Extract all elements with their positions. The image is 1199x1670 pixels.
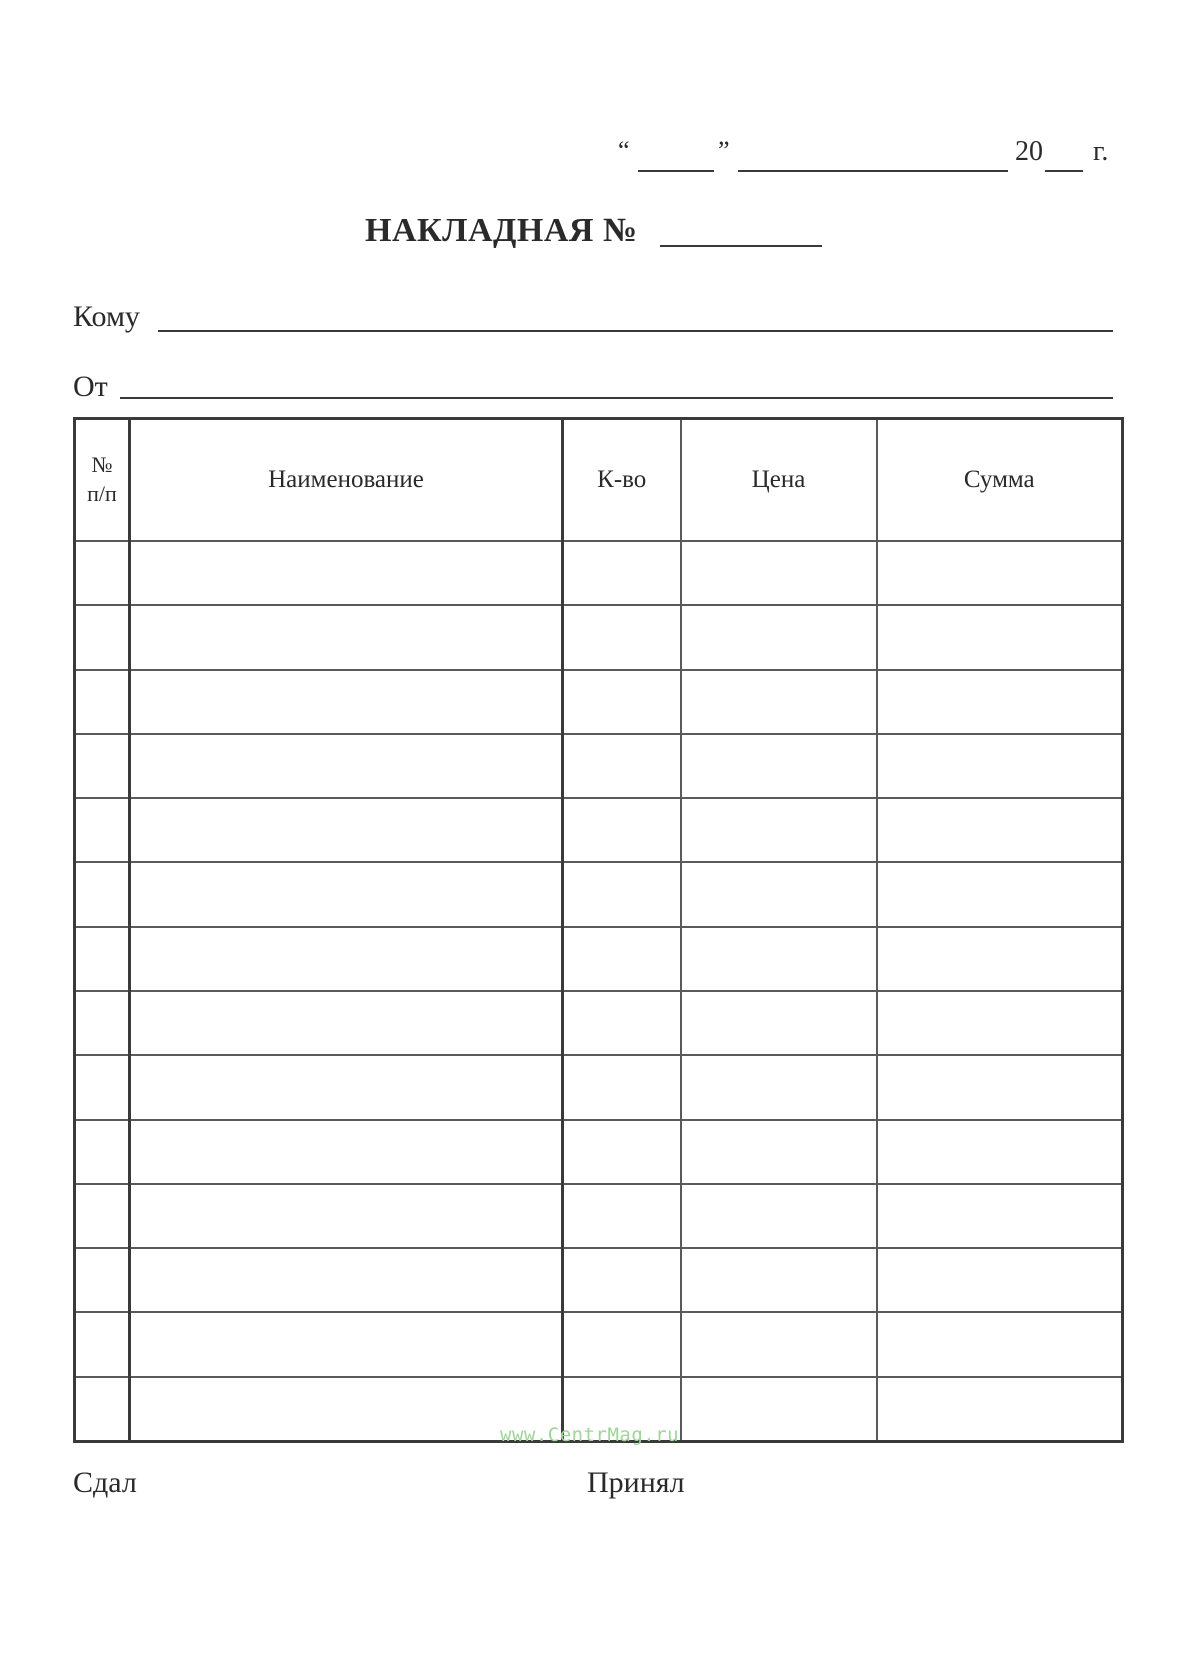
cell-name[interactable] (130, 1055, 563, 1119)
document-title: НАКЛАДНАЯ № (365, 212, 638, 249)
cell-sum[interactable] (877, 734, 1123, 798)
cell-number[interactable] (75, 1184, 130, 1248)
received-label: Принял (587, 1466, 685, 1499)
cell-price[interactable] (681, 927, 877, 991)
cell-number[interactable] (75, 1312, 130, 1376)
header-price: Цена (681, 419, 877, 542)
cell-number[interactable] (75, 991, 130, 1055)
cell-quantity[interactable] (563, 734, 681, 798)
cell-quantity[interactable] (563, 862, 681, 926)
to-label: Кому (73, 300, 140, 333)
header-number-symbol: № (91, 452, 113, 478)
cell-number[interactable] (75, 1248, 130, 1312)
cell-name[interactable] (130, 991, 563, 1055)
date-year-blank[interactable] (1045, 170, 1083, 172)
cell-quantity[interactable] (563, 1055, 681, 1119)
cell-number[interactable] (75, 1377, 130, 1442)
cell-name[interactable] (130, 1248, 563, 1312)
cell-name[interactable] (130, 605, 563, 669)
cell-name[interactable] (130, 1184, 563, 1248)
cell-price[interactable] (681, 1312, 877, 1376)
header-number (75, 419, 130, 542)
date-day-blank[interactable] (638, 170, 714, 172)
table-row (75, 605, 1123, 669)
cell-name[interactable] (130, 1377, 563, 1442)
cell-price[interactable] (681, 541, 877, 605)
header-sum: Сумма (877, 419, 1123, 542)
invoice-table (73, 417, 1124, 1443)
date-close-quote: ” (718, 136, 730, 165)
cell-name[interactable] (130, 734, 563, 798)
from-label: От (73, 370, 108, 403)
cell-sum[interactable] (877, 927, 1123, 991)
table-row (75, 1120, 1123, 1184)
table-row (75, 862, 1123, 926)
table-row (75, 1312, 1123, 1376)
cell-name[interactable] (130, 798, 563, 862)
cell-price[interactable] (681, 991, 877, 1055)
cell-number[interactable] (75, 605, 130, 669)
cell-price[interactable] (681, 798, 877, 862)
cell-number[interactable] (75, 798, 130, 862)
cell-quantity[interactable] (563, 798, 681, 862)
cell-sum[interactable] (877, 1248, 1123, 1312)
cell-number[interactable] (75, 670, 130, 734)
cell-quantity[interactable] (563, 670, 681, 734)
cell-name[interactable] (130, 927, 563, 991)
cell-quantity[interactable] (563, 605, 681, 669)
cell-number[interactable] (75, 1055, 130, 1119)
cell-number[interactable] (75, 1120, 130, 1184)
cell-number[interactable] (75, 541, 130, 605)
table-row (75, 927, 1123, 991)
cell-sum[interactable] (877, 1184, 1123, 1248)
cell-sum[interactable] (877, 670, 1123, 734)
table-row (75, 670, 1123, 734)
cell-quantity[interactable] (563, 1248, 681, 1312)
invoice-number-blank[interactable] (660, 245, 822, 247)
table-header-row (75, 419, 1123, 542)
cell-sum[interactable] (877, 1312, 1123, 1376)
header-quantity: К-во (563, 419, 681, 542)
from-field-line[interactable] (120, 397, 1113, 399)
cell-sum[interactable] (877, 862, 1123, 926)
cell-sum[interactable] (877, 991, 1123, 1055)
cell-name[interactable] (130, 1120, 563, 1184)
table-row (75, 1248, 1123, 1312)
table-row (75, 1055, 1123, 1119)
cell-number[interactable] (75, 927, 130, 991)
to-field-line[interactable] (158, 330, 1113, 332)
handed-over-label: Сдал (73, 1466, 137, 1499)
cell-sum[interactable] (877, 541, 1123, 605)
cell-price[interactable] (681, 1055, 877, 1119)
table-row (75, 991, 1123, 1055)
table-row (75, 798, 1123, 862)
cell-sum[interactable] (877, 1055, 1123, 1119)
cell-price[interactable] (681, 734, 877, 798)
header-name: Наименование (130, 419, 563, 542)
cell-number[interactable] (75, 734, 130, 798)
cell-quantity[interactable] (563, 1120, 681, 1184)
cell-sum[interactable] (877, 1120, 1123, 1184)
cell-price[interactable] (681, 605, 877, 669)
cell-sum[interactable] (877, 798, 1123, 862)
header-number-abbr: п/п (87, 481, 117, 506)
cell-name[interactable] (130, 1312, 563, 1376)
cell-quantity[interactable] (563, 927, 681, 991)
watermark: www.CentrMag.ru (500, 1424, 680, 1446)
cell-quantity[interactable] (563, 1312, 681, 1376)
cell-price[interactable] (681, 1248, 877, 1312)
cell-price[interactable] (681, 1184, 877, 1248)
date-year-prefix: 20 (1015, 136, 1043, 167)
date-year-suffix: г. (1093, 136, 1109, 167)
cell-price[interactable] (681, 670, 877, 734)
cell-price[interactable] (681, 862, 877, 926)
cell-name[interactable] (130, 862, 563, 926)
date-month-blank[interactable] (738, 170, 1008, 172)
cell-quantity[interactable] (563, 991, 681, 1055)
date-open-quote: “ (618, 136, 630, 165)
cell-sum[interactable] (877, 1377, 1123, 1442)
cell-price[interactable] (681, 1120, 877, 1184)
cell-quantity[interactable] (563, 541, 681, 605)
table-row (75, 734, 1123, 798)
cell-number[interactable] (75, 862, 130, 926)
table-row (75, 541, 1123, 605)
table-body (75, 541, 1123, 1442)
cell-price[interactable] (681, 1377, 877, 1442)
cell-sum[interactable] (877, 605, 1123, 669)
cell-name[interactable] (130, 541, 563, 605)
cell-name[interactable] (130, 670, 563, 734)
table-row (75, 1184, 1123, 1248)
cell-quantity[interactable] (563, 1184, 681, 1248)
